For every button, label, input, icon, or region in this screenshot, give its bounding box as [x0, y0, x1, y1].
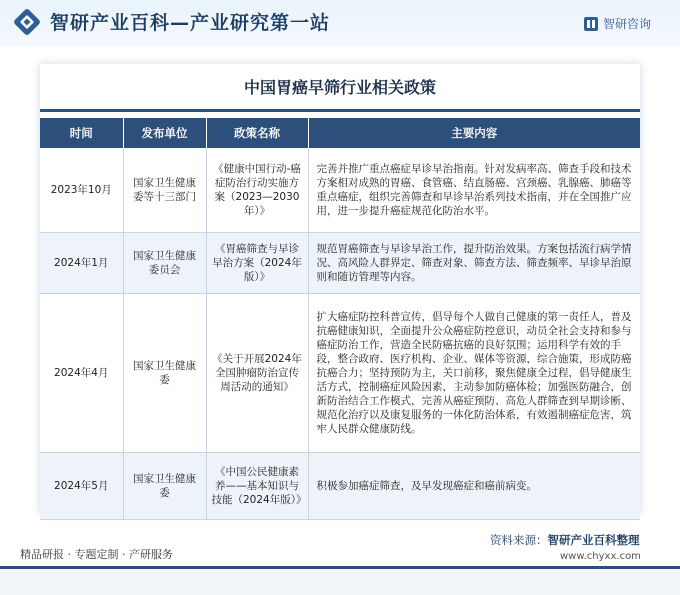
source-name: 智研产业百科整理	[547, 533, 640, 547]
cell-time: 2024年5月	[40, 453, 123, 520]
cell-content: 规范胃癌筛查与早诊早治工作，提升防治效果。方案包括流行病学情况、高风险人群界定、筛查对象、筛查方法、筛查频率、早诊早治原则和随访管理等内容。	[308, 233, 640, 294]
cell-policy: 《胃癌筛查与早诊早治方案（2024年版）》	[206, 233, 308, 294]
policy-card	[40, 64, 640, 514]
table-row	[40, 294, 640, 453]
source-url[interactable]: www.chyxx.com	[560, 551, 641, 562]
column-header-policy: 政策名称	[206, 118, 308, 148]
column-header-issuer: 发布单位	[123, 118, 206, 148]
cell-content: 完善并推广重点癌症早诊早治指南。针对发病率高、筛查手段和技术方案相对成熟的胃癌、食管癌、结直肠癌、宫颈癌、乳腺癌、肺癌等重点癌症，组织完善筛查和早诊早治系列技术指南，并在全国推广应用，进一步提升癌症规范化防治水平。	[308, 148, 640, 233]
cell-policy: 《健康中国行动-癌症防治行动实施方案（2023—2030年）》	[206, 148, 308, 233]
brand-name: 智研咨询	[603, 17, 652, 31]
column-header-time: 时间	[40, 118, 123, 148]
cell-time: 2024年1月	[40, 233, 123, 294]
document-title: 中国胃癌早筛行业相关政策	[40, 64, 640, 112]
cell-issuer: 国家卫生健康委	[123, 453, 206, 520]
cell-time: 2024年4月	[40, 294, 123, 453]
footer-slogan: 精品研报 · 专题定制 · 产研服务	[20, 548, 173, 561]
cell-content: 积极参加癌症筛查，及早发现癌症和癌前病变。	[308, 453, 640, 520]
table-header-row	[40, 118, 640, 148]
cell-policy: 《中国公民健康素养——基本知识与技能（2024年版）》	[206, 453, 308, 520]
cell-issuer: 国家卫生健康委等十三部门	[123, 148, 206, 233]
cell-issuer: 国家卫生健康委	[123, 294, 206, 453]
cell-policy: 《关于开展2024年全国肿瘤防治宣传周活动的通知》	[206, 294, 308, 453]
table-row	[40, 148, 640, 233]
cell-content: 扩大癌症防控科普宣传，倡导每个人做自己健康的第一责任人，普及抗癌健康知识，全面提升公众癌症防控意识，动员全社会支持和参与癌症防治工作，营造全民防癌抗癌的良好氛围；运用科学有效的手段，整合政府、医疗机构、企业、媒体等资源，综合施策，形成防癌抗癌合力；坚持预防为主，关口前移，聚焦健康全过程，倡导健康生活方式，控制癌症风险因素，主动参加防癌体检；加强医防融合，创新防治结合工作模式，完善从癌症预防、高危人群筛查到早期诊断、规范化治疗以及康复服务的一体化防治体系，有效遏制癌症危害，筑牢人民群众健康防线。	[308, 294, 640, 453]
source-note	[490, 532, 640, 548]
source-label: 资料来源：	[490, 533, 548, 547]
brand-logo[interactable]	[583, 15, 651, 32]
table-row	[40, 233, 640, 294]
cell-issuer: 国家卫生健康委员会	[123, 233, 206, 294]
logo-icon	[14, 9, 40, 35]
table-row	[40, 453, 640, 520]
footer-band	[0, 569, 680, 595]
site-header	[0, 0, 680, 46]
cell-time: 2023年10月	[40, 148, 123, 233]
policy-table	[40, 118, 640, 520]
site-title: 智研产业百科—产业研究第一站	[50, 12, 331, 34]
brand-icon	[583, 16, 599, 32]
column-header-content: 主要内容	[308, 118, 640, 148]
